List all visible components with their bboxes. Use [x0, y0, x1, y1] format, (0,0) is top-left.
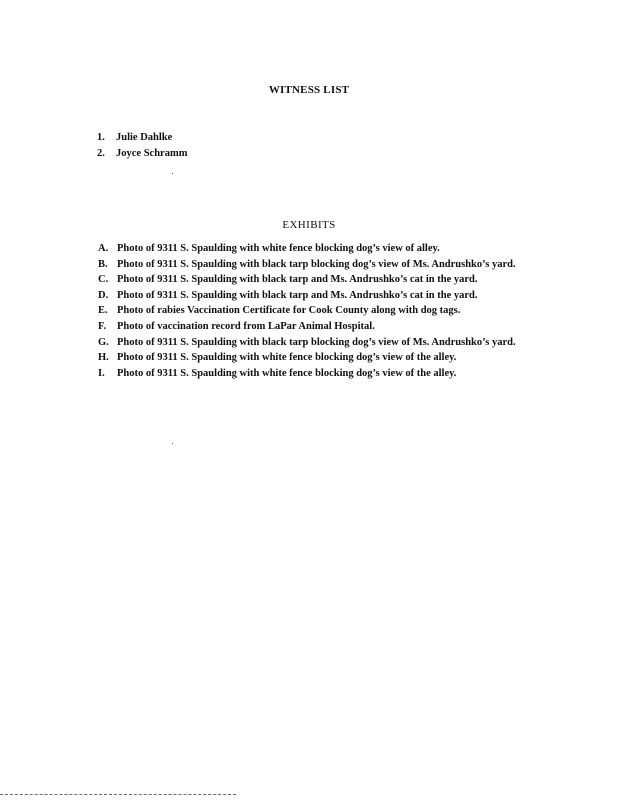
witness-item	[97, 130, 497, 146]
exhibit-item-text: Photo of vaccination record from LaPar Animal Hospital.	[117, 320, 375, 332]
exhibit-item	[98, 288, 548, 304]
exhibit-item-text: Photo of 9311 S. Spaulding with white fence blocking dog’s view of alley.	[117, 243, 440, 254]
exhibit-item	[98, 257, 548, 273]
exhibit-item-text: Photo of 9311 S. Spaulding with black tarp and Ms. Andrushko’s cat in the yard.	[117, 274, 478, 286]
exhibit-item-text: Photo of 9311 S. Spaulding with black tarp blocking dog’s view of Ms. Andrushko’s yard.	[117, 336, 516, 348]
witness-item-name: Joyce Schramm	[116, 147, 188, 159]
witness-item	[97, 146, 497, 162]
exhibit-item-letter: D.	[98, 289, 109, 301]
exhibit-item-letter: I.	[98, 367, 105, 379]
exhibit-item-letter: E.	[98, 305, 108, 317]
exhibit-item-letter: C.	[98, 274, 109, 286]
exhibit-item	[98, 241, 548, 257]
exhibit-item-text: Photo of rabies Vaccination Certificate for Cook County along with dog tags.	[117, 305, 461, 317]
exhibit-list	[98, 241, 548, 381]
scan-speck	[172, 443, 173, 444]
exhibit-item-letter: H.	[98, 352, 109, 364]
exhibit-item	[98, 366, 548, 382]
exhibit-item-text: Photo of 9311 S. Spaulding with black tarp blocking dog’s view of Ms. Andrushko’s yard.	[117, 258, 516, 270]
exhibit-item-letter: B.	[98, 258, 108, 270]
exhibits-title: EXHIBITS	[282, 219, 336, 231]
exhibit-item-text: Photo of 9311 S. Spaulding with white fence blocking dog’s view of the alley.	[117, 367, 457, 379]
exhibit-item	[98, 319, 548, 335]
exhibit-item	[98, 350, 548, 366]
exhibit-item-text: Photo of 9311 S. Spaulding with white fence blocking dog’s view of the alley.	[117, 352, 457, 364]
exhibit-item	[98, 272, 548, 288]
exhibit-item-text: Photo of 9311 S. Spaulding with black tarp and Ms. Andrushko’s cat in the yard.	[117, 289, 478, 301]
scan-speck	[172, 173, 173, 174]
witness-item-name: Julie Dahlke	[116, 132, 173, 143]
exhibit-item	[98, 335, 548, 351]
scan-artifact-line	[0, 794, 236, 795]
exhibit-item	[98, 303, 548, 319]
witness-list-title: WITNESS LIST	[268, 84, 350, 96]
witness-item-number: 1.	[97, 132, 105, 143]
exhibit-item-letter: A.	[98, 243, 109, 254]
exhibit-item-letter: F.	[98, 320, 107, 332]
witness-item-number: 2.	[97, 147, 105, 159]
witness-list	[97, 130, 497, 161]
exhibit-item-letter: G.	[98, 336, 109, 348]
